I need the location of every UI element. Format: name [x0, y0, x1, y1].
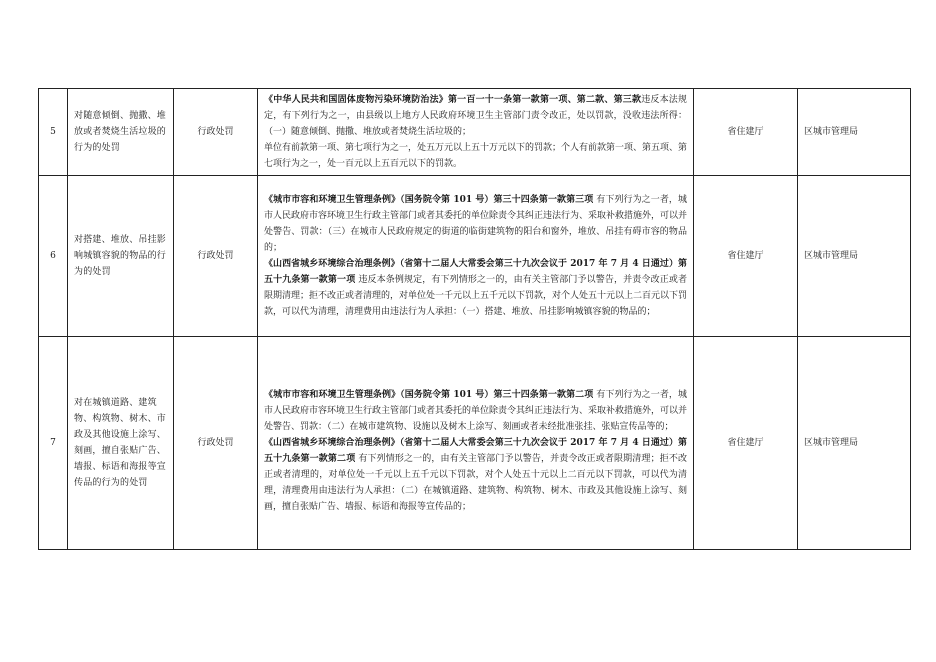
item-name: 对搭建、堆放、吊挂影响城镇容貌的物品的行为的处罚: [68, 176, 174, 337]
item-type: 行政处罚: [174, 337, 258, 550]
item-name: 对随意倾倒、抛撒、堆放或者焚烧生活垃圾的行为的处罚: [68, 89, 174, 176]
row-number: 7: [39, 337, 68, 550]
row-number: 5: [39, 89, 68, 176]
table-row: [39, 176, 911, 337]
item-type: 行政处罚: [174, 176, 258, 337]
law-citation: 《中华人民共和国固体废物污染环境防治法》第一百一十一条第一款第一项、第二款、第三款: [264, 95, 642, 105]
executing-dept: 区城市管理局: [798, 337, 911, 550]
cell-spacer: [264, 371, 687, 387]
basis-text: 违反本法规定，有下列行为之一，由县级以上地方人民政府环境卫生主管部门责令改正，处以罚款，没收违法所得：（一）随意倾倒、抛撒、堆放或者焚烧生活垃圾的；: [264, 95, 687, 137]
law-citation: 《山西省城乡环境综合治理条例》（省第十二届人大常委会第三十九次会议于 2017 年 7 月 4 日通过）第五十九条第一款第二项: [264, 438, 687, 464]
basis-text: 违反本条例规定，有下列情形之一的，由有关主管部门予以警告，并责令改正或者限期清理；拒不改正或者清理的，对单位处一千元以上五千元以下罚款，对个人处五十元以上二百元以下罚款，可以代为清理，清理费用由违法行为人承担：（一）搭建、堆放、吊挂影响城镇容貌的物品的；: [264, 275, 688, 317]
penalty-table: [38, 88, 911, 550]
law-citation: 《城市市容和环境卫生管理条例》（国务院令第 101 号）第三十四条第一款第三项: [264, 195, 594, 205]
basis-text: 单位有前款第一项、第七项行为之一，处五万元以上五十万元以下的罚款；个人有前款第一项、第五项、第七项行为之一，处一百元以上五百元以下的罚款。: [264, 143, 688, 169]
executing-dept: 区城市管理局: [798, 89, 911, 176]
responsible-dept: 省住建厅: [694, 89, 798, 176]
legal-basis: [258, 89, 694, 176]
responsible-dept: 省住建厅: [694, 337, 798, 550]
basis-text: 有下列行为之一者，城市人民政府市容环境卫生行政主管部门或者其委托的单位除责令其纠正违法行为、采取补救措施外，可以并处警告、罚款：（三）在城市人民政府规定的街道的临街建筑物的阳台和窗外，堆放、吊挂有碍市容的物品的；: [264, 195, 688, 253]
law-citation: 《山西省城乡环境综合治理条例》（省第十二届人大常委会第三十九次会议于 2017 年 7 月 4 日通过）第五十九条第一款第一项: [264, 259, 687, 285]
law-citation: 《城市市容和环境卫生管理条例》（国务院令第 101 号）第三十四条第一款第二项: [264, 390, 594, 400]
table-row: [39, 337, 911, 550]
basis-text: 有下列情形之一的，由有关主管部门予以警告，并责令改正或者限期清理；拒不改正或者清理的，对单位处一千元以上五千元以下罚款，对个人处五十元以上二百元以下罚款，可以代为清理，清理费用由违法行为人承担：（二）在城镇道路、建筑物、构筑物、树木、市政及其他设施上涂写、刻画，擅自张贴广告、墙报、标语和海报等宣传品的；: [264, 454, 687, 512]
row-number: 6: [39, 176, 68, 337]
basis-text: 有下列行为之一者，城市人民政府市容环境卫生行政主管部门或者其委托的单位除责令其纠正违法行为、采取补救措施外，可以并处警告、罚款：（二）在城市建筑物、设施以及树木上涂写、刻画或者未经批准张挂、张贴宣传品等的；: [264, 390, 688, 432]
executing-dept: 区城市管理局: [798, 176, 911, 337]
item-type: 行政处罚: [174, 89, 258, 176]
item-name: 对在城镇道路、建筑物、构筑物、树木、市政及其他设施上涂写、刻画，擅自张贴广告、墙报、标语和海报等宣传品的行为的处罚: [68, 337, 174, 550]
table-row: [39, 89, 911, 176]
legal-basis: [258, 337, 694, 550]
responsible-dept: 省住建厅: [694, 176, 798, 337]
legal-basis: [258, 176, 694, 337]
